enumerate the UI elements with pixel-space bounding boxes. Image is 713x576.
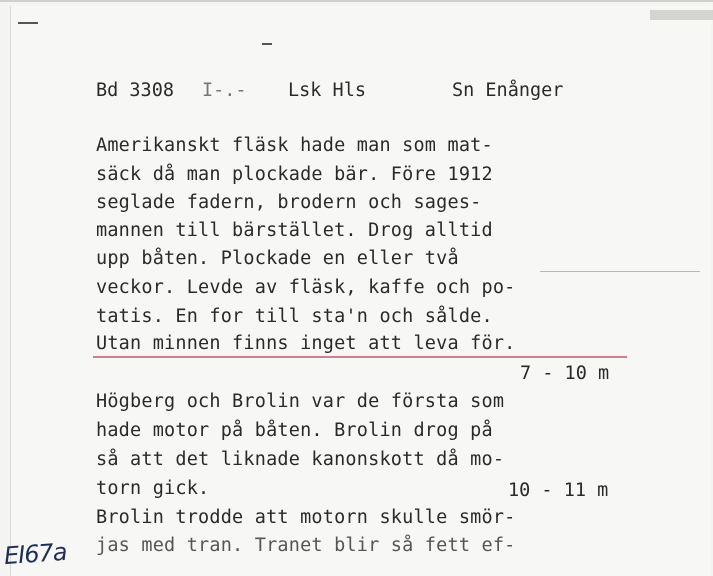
text-line: mannen till bärstället. Drog alltid <box>96 220 493 241</box>
card-top-edge <box>0 0 713 2</box>
margin-mark <box>262 43 272 45</box>
parish-label: Sn Enånger <box>452 80 564 101</box>
text-line: Amerikanskt fläsk hade man som mat- <box>96 135 493 156</box>
archive-stamp: EI67a <box>3 537 68 571</box>
illegible-mark: I-.- <box>202 80 247 101</box>
record-id: Bd 3308 <box>96 80 174 101</box>
text-line: så att det liknade kanonskott då mo- <box>96 449 505 470</box>
text-line: jas med tran. Tranet blir så fett ef- <box>96 535 516 556</box>
card-top-band <box>650 10 713 20</box>
text-line: Högberg och Brolin var de första som <box>96 391 505 412</box>
margin-mark <box>18 22 38 24</box>
text-line: säck då man plockade bär. Före 1912 <box>96 164 493 185</box>
time-range: 7 - 10 m <box>520 363 610 384</box>
red-underline <box>93 356 627 358</box>
time-range: 10 - 11 m <box>508 480 609 501</box>
faint-rule <box>540 271 700 272</box>
text-line: upp båten. Plockade en eller två <box>96 248 459 269</box>
text-line: tatis. En for till sta'n och sålde. <box>96 306 493 327</box>
text-line: veckor. Levde av fläsk, kaffe och po- <box>96 277 516 298</box>
text-line: seglade fadern, brodern och sages- <box>96 192 482 213</box>
text-line: Utan minnen finns inget att leva för. <box>96 333 516 354</box>
lsk-label: Lsk Hls <box>288 80 366 101</box>
text-line: Brolin trodde att motorn skulle smör- <box>96 507 516 528</box>
text-line: hade motor på båten. Brolin drog på <box>96 420 493 441</box>
text-line: torn gick. <box>96 478 210 499</box>
